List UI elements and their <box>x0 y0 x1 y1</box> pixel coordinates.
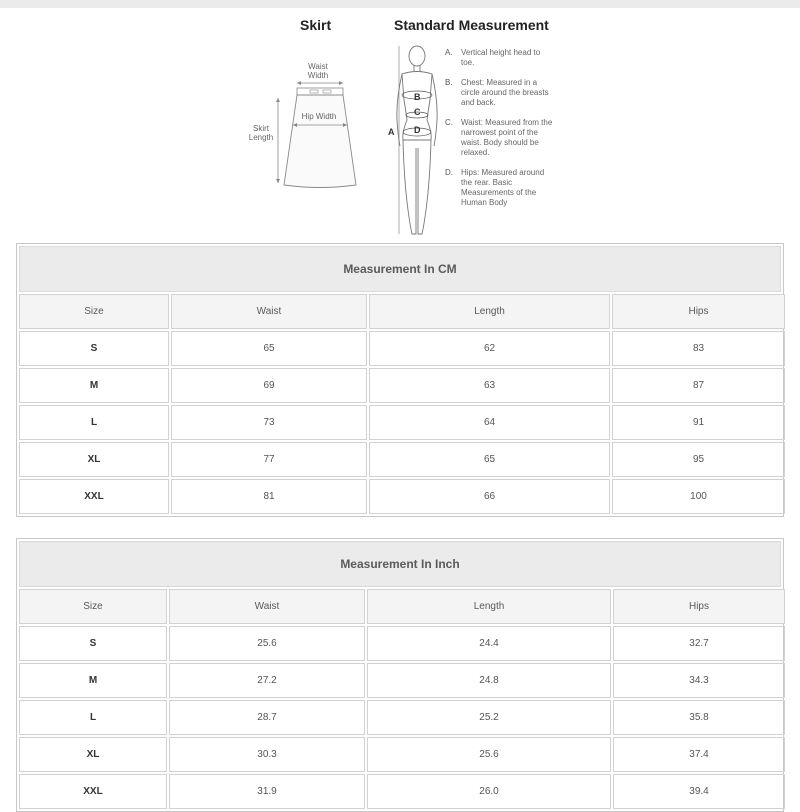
cell-hips: 87 <box>612 368 785 403</box>
note-d: D. Hips: Measured around the rear. Basic Measurements of the Human Body <box>445 168 545 207</box>
cell-hips: 100 <box>612 479 785 514</box>
waist-width-label: Waist Width <box>307 62 329 80</box>
cell-waist: 30.3 <box>169 737 365 772</box>
cell-waist: 27.2 <box>169 663 365 698</box>
cell-size: M <box>19 663 167 698</box>
standard-measurement-title: Standard Measurement <box>394 17 549 33</box>
table-header-row <box>19 589 785 624</box>
measurement-diagram <box>0 0 800 240</box>
size-chart <box>17 587 787 811</box>
header-size: Size <box>19 589 167 624</box>
cell-waist: 69 <box>171 368 367 403</box>
table-title: Measurement In Inch <box>19 541 781 587</box>
table-row <box>19 368 785 403</box>
cell-length: 25.2 <box>367 700 611 735</box>
cell-length: 25.6 <box>367 737 611 772</box>
table-row <box>19 774 785 809</box>
table-header-row <box>19 294 785 329</box>
table-row <box>19 663 785 698</box>
body-letter-d: D <box>414 125 421 135</box>
header-length: Length <box>369 294 610 329</box>
skirt-title: Skirt <box>300 17 332 33</box>
note-b: B. Chest: Measured in a circle around the breasts and back. <box>445 78 549 107</box>
cell-size: XL <box>19 442 169 477</box>
cm-size-table <box>16 243 784 517</box>
cell-length: 64 <box>369 405 610 440</box>
cell-length: 62 <box>369 331 610 366</box>
cell-size: XL <box>19 737 167 772</box>
header-waist: Waist <box>171 294 367 329</box>
size-chart <box>17 292 787 516</box>
measurement-notes <box>445 48 555 218</box>
cell-hips: 91 <box>612 405 785 440</box>
body-figure-illustration <box>380 40 450 240</box>
cell-length: 26.0 <box>367 774 611 809</box>
table-row <box>19 442 785 477</box>
cell-hips: 39.4 <box>613 774 785 809</box>
skirt-length-label: Skirt Length <box>248 124 274 142</box>
cell-size: XXL <box>19 774 167 809</box>
cell-length: 63 <box>369 368 610 403</box>
cell-waist: 77 <box>171 442 367 477</box>
cell-hips: 83 <box>612 331 785 366</box>
table-row <box>19 737 785 772</box>
inch-size-table <box>16 538 784 812</box>
note-c: C. Waist: Measured from the narrowest point of the waist. Body should be relaxed. <box>445 118 553 157</box>
cell-waist: 31.9 <box>169 774 365 809</box>
body-letter-c: C <box>414 107 421 117</box>
header-waist: Waist <box>169 589 365 624</box>
table-row <box>19 700 785 735</box>
cell-length: 65 <box>369 442 610 477</box>
cell-hips: 35.8 <box>613 700 785 735</box>
cell-hips: 32.7 <box>613 626 785 661</box>
cell-hips: 95 <box>612 442 785 477</box>
cell-size: S <box>19 331 169 366</box>
cell-hips: 37.4 <box>613 737 785 772</box>
cell-size: M <box>19 368 169 403</box>
note-a: A. Vertical height head to toe. <box>445 48 541 67</box>
hip-width-label: Hip Width <box>301 112 337 121</box>
body-letter-b: B <box>414 92 421 102</box>
cell-length: 66 <box>369 479 610 514</box>
cell-waist: 25.6 <box>169 626 365 661</box>
table-row <box>19 626 785 661</box>
cell-size: XXL <box>19 479 169 514</box>
header-hips: Hips <box>612 294 785 329</box>
table-row <box>19 405 785 440</box>
cell-waist: 65 <box>171 331 367 366</box>
body-letter-a: A <box>388 127 395 137</box>
header-size: Size <box>19 294 169 329</box>
cell-size: L <box>19 405 169 440</box>
table-row <box>19 479 785 514</box>
cell-length: 24.4 <box>367 626 611 661</box>
cell-size: S <box>19 626 167 661</box>
header-hips: Hips <box>613 589 785 624</box>
cell-waist: 73 <box>171 405 367 440</box>
table-row <box>19 331 785 366</box>
table-title: Measurement In CM <box>19 246 781 292</box>
header-length: Length <box>367 589 611 624</box>
cell-hips: 34.3 <box>613 663 785 698</box>
cell-waist: 28.7 <box>169 700 365 735</box>
cell-waist: 81 <box>171 479 367 514</box>
cell-length: 24.8 <box>367 663 611 698</box>
cell-size: L <box>19 700 167 735</box>
